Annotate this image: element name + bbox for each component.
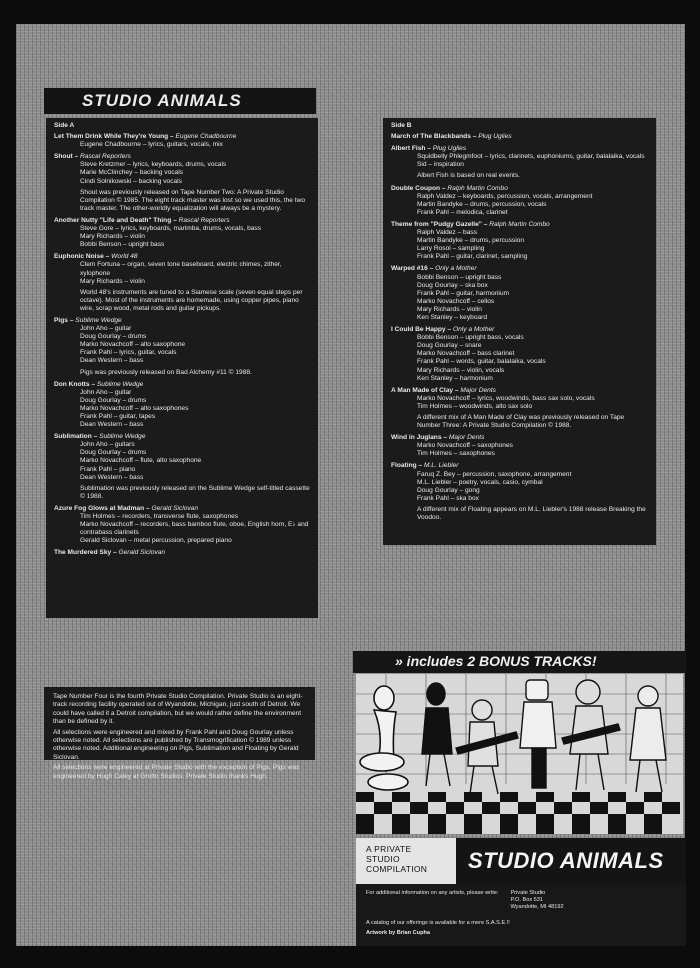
track-separator: – — [425, 145, 433, 153]
track-separator: – — [171, 216, 179, 224]
animal-band-illustration — [356, 674, 683, 834]
track-artist: Rascal Reporters — [178, 216, 230, 224]
track-separator: – — [144, 504, 152, 512]
track-name: Double Coupon — [391, 184, 441, 192]
left-edge — [0, 0, 16, 968]
track-entry — [54, 253, 310, 313]
liner-note-paragraph: Tape Number Four is the fourth Private Studio Compilation. Private Studio is an eight-track recording facility operated out of Wyandotte, Michigan, just south of Detroit. We could have called it a Detroit compilation, but we would rather define the environment than be defined by it. — [53, 693, 303, 726]
track-artist: Sublime Wedge — [96, 380, 144, 388]
track-credit: Steve Kretzmer – lyrics, keyboards, drums, vocals — [80, 161, 227, 169]
track-title — [391, 387, 648, 395]
track-entry — [54, 433, 310, 501]
address-line: Wyandotte, MI 48192 — [510, 904, 564, 911]
side-a-label: Side A — [54, 122, 75, 129]
catalog-offer: A catalog of our offerings is available for a mere S.A.S.E.!! — [366, 919, 510, 926]
track-credit: Marko Novachcoff – recorders, bass bamboo flute, oboe, English horn, E♭ and contrabass clarinets — [80, 521, 309, 537]
track-artist: Ralph Martin Combo — [447, 184, 508, 192]
track-credit: John Aho – guitars — [80, 441, 135, 449]
track-entry — [391, 145, 648, 180]
top-edge — [0, 0, 700, 24]
track-separator: – — [168, 133, 176, 141]
track-entry — [54, 217, 310, 249]
track-title — [391, 145, 648, 153]
track-title — [54, 153, 310, 161]
track-credit: Tim Holmes – woodwinds, alto sax solo — [417, 402, 533, 410]
bonus-tracks-banner: » includes 2 BONUS TRACKS! — [353, 651, 686, 673]
track-credit: Bobbi Benson – upright bass — [417, 273, 502, 281]
track-title — [54, 133, 310, 141]
track-title — [54, 549, 310, 557]
track-separator: – — [416, 462, 424, 470]
address-line: P.O. Box 531 — [510, 897, 544, 904]
track-title — [391, 133, 648, 141]
track-separator: – — [481, 220, 490, 228]
track-credit: Eugene Chadbourne – lyrics, guitars, vocals, mix — [80, 141, 223, 149]
track-credit: Marko Novachcoff – bass clarinet — [417, 350, 515, 358]
side-b-label: Side B — [391, 122, 412, 129]
track-separator: – — [445, 326, 453, 334]
track-credit: Steve Gore – lyrics, keyboards, marimba, drums, vocals, bass — [80, 225, 262, 233]
track-name: Warped #16 — [391, 265, 428, 273]
side-a-track-list — [46, 118, 318, 566]
track-artist: World 48 — [111, 253, 138, 261]
track-credit: Martin Bandyke – drums, percussion — [417, 237, 525, 245]
track-credit: Martin Bandyke – drums, percussion, vocals — [417, 200, 547, 208]
track-credit: Cindi Solnikowski – backing vocals — [80, 177, 182, 185]
track-title — [54, 253, 310, 261]
track-separator: – — [470, 133, 479, 141]
track-title — [391, 265, 648, 273]
track-entry — [54, 317, 310, 377]
track-credit: Marko Novachcoff – cellos — [417, 297, 495, 305]
side-b-panel — [383, 118, 656, 545]
track-entry — [54, 505, 310, 545]
track-separator: – — [453, 386, 461, 394]
track-name: Floating — [391, 462, 417, 470]
track-credit: Doug Gourlay – drums — [80, 396, 147, 404]
track-credit: Bobbi Benson – upright bass — [80, 241, 165, 249]
track-credit: Doug Gourlay – gong — [417, 486, 480, 494]
track-artist: M.L. Liebler — [423, 462, 459, 470]
track-name: Shout — [54, 153, 73, 161]
track-separator: – — [427, 265, 436, 273]
track-separator: – — [67, 316, 76, 324]
track-entry — [54, 549, 310, 557]
track-artist: Gerald Siclovan — [151, 504, 199, 512]
track-credit: Marko Novachcoff – alto saxophone — [80, 341, 186, 349]
track-credit: Bobbi Benson – upright bass, vocals — [417, 334, 524, 342]
track-credit: Frank Pahl – melodica, clarinet — [417, 208, 508, 216]
track-name: Azure Fog Glows at Madman — [54, 504, 145, 512]
track-artist: Sublime Wedge — [99, 433, 146, 441]
track-credit: Mary Richards – violin — [80, 277, 145, 285]
track-name: Another Nutty "Life and Death" Thing — [54, 216, 172, 224]
track-artist: Rascal Reporters — [80, 153, 131, 161]
address-line: Private Studio — [510, 890, 546, 896]
track-credit: Faruq Z. Bey – percussion, saxophone, arrangement — [417, 470, 572, 478]
track-credit: Dean Western – bass — [80, 473, 144, 481]
track-artist: Gerald Siclovan — [118, 549, 166, 557]
track-note: A different mix of A Man Made of Clay was previously released on Tape Number Three: A Private Studio Compilation © 1988. — [417, 414, 625, 430]
track-credit: John Aho – guitar — [80, 388, 132, 396]
track-credit: Frank Pahl – words, guitar, balalaika, vocals — [417, 358, 546, 366]
track-artist: Sublime Wedge — [75, 316, 122, 324]
track-note: Pigs was previously released on Bad Alchemy #11 © 1988. — [80, 368, 252, 376]
track-artist: Major Dents — [460, 386, 496, 394]
track-entry — [391, 462, 648, 522]
track-title — [54, 505, 310, 513]
track-credit: Sid – inspiration — [417, 161, 464, 169]
side-b-track-list — [383, 118, 656, 530]
track-credit: Doug Gourlay – ska box — [417, 281, 488, 289]
track-name: Euphonic Noise — [54, 253, 104, 261]
track-entry — [391, 133, 648, 141]
track-artist: Major Dents — [448, 434, 485, 442]
track-credit: Marko Novachcoff – saxophones — [417, 442, 513, 450]
track-name: Don Knotts — [54, 380, 90, 388]
track-credit: Mary Richards – violin — [417, 305, 482, 313]
track-credit: Frank Pahl – lyrics, guitar, vocals — [80, 349, 177, 357]
track-artist: Plug Uglies — [478, 133, 512, 141]
track-name: Sublimation — [54, 433, 92, 441]
track-artist: Only a Mother — [452, 326, 495, 334]
track-note: World 48's instruments are tuned to a Siamese scale (seven equal steps per octave). Most of the instruments are homemade, using copper pipes, piano wire, scrap wood, metal rods and guitar pickups. — [80, 288, 303, 312]
track-artist: Plug Uglies — [432, 145, 467, 153]
private-studio-compilation-label — [356, 838, 456, 884]
track-entry — [54, 153, 310, 213]
track-name: A Man Made of Clay — [391, 386, 454, 394]
cover-artwork — [356, 674, 683, 834]
track-name: Let Them Drink While They're Young — [54, 133, 169, 141]
track-entry — [391, 221, 648, 261]
track-credit: Ralph Valdez – keyboards, percussion, vocals, arrangement — [417, 192, 593, 200]
track-credit: Larry Rosol – sampling — [417, 245, 485, 253]
track-artist: Eugene Chadbourne — [175, 133, 237, 141]
track-credit: Mary Richards – violin — [80, 233, 145, 241]
track-name: I Could Be Happy — [391, 326, 446, 334]
contact-row — [366, 890, 676, 912]
track-name: Albert Fish — [391, 145, 426, 153]
track-credit: Doug Gourlay – drums — [80, 333, 147, 341]
track-title — [391, 326, 648, 334]
track-credit: Frank Pahl – guitar, tapes — [80, 413, 156, 420]
track-credit: Mary Richards – violin, vocals — [417, 366, 505, 374]
track-name: March of The Blackbands — [391, 133, 471, 141]
liner-note-paragraph: All selections were engineered at Private Studio with the exception of Pigs. Pigs was engineered by Hugh Caley at Grotto Studios. Private Studio thanks Hugh. — [53, 764, 300, 780]
track-entry — [54, 381, 310, 430]
track-credit: Dean Western – bass — [80, 421, 144, 429]
track-credit: Tim Holmes – saxophones — [417, 450, 495, 458]
mailing-address — [510, 890, 563, 912]
track-title — [391, 221, 648, 229]
track-credit: Tim Holmes – recorders, transverse flute, saxophones — [80, 513, 239, 521]
track-credit: Clem Fortuna – organ, seven tone baseboard, electric chimes, zither, xylophone — [80, 261, 282, 277]
track-separator: – — [72, 153, 81, 161]
track-credit: M.L. Liebler – poetry, vocals, casio, cymbal — [417, 478, 543, 486]
track-separator: – — [441, 434, 449, 442]
track-title — [54, 317, 310, 325]
track-artist: Ralph Martin Combo — [489, 220, 550, 228]
contact-text: For additional information on any artists, please write: — [366, 890, 499, 896]
side-a-panel — [46, 118, 318, 618]
track-credit: John Aho – guitar — [80, 325, 132, 333]
right-edge — [685, 0, 700, 968]
cover-title: STUDIO ANIMALS — [456, 838, 686, 884]
track-note: Sublimation was previously released on the Sublime Wedge self-titled cassette © 1988. — [80, 484, 310, 500]
page-title: STUDIO ANIMALS — [44, 88, 316, 114]
track-credit: Doug Gourlay – snare — [417, 342, 482, 350]
track-entry — [54, 133, 310, 149]
track-note: Shout was previously released on Tape Number Two: A Private Studio Compilation © 1985. The eight track master was lost so we used this, the two track master. The other-worldly equalization will always be a mystery. — [80, 188, 306, 212]
track-name: The Murdered Sky — [54, 549, 112, 557]
track-title — [54, 433, 310, 441]
liner-notes — [44, 687, 315, 789]
track-credit: Squidbelly Phlegmfoot – lyrics, clarinets, euphoniums, guitar, balalaika, vocals — [417, 153, 645, 161]
compilation-line: COMPILATION — [366, 864, 428, 874]
track-name: Wind in Juglans — [391, 434, 442, 442]
track-name: Pigs — [54, 316, 68, 324]
track-title — [391, 462, 648, 470]
track-credit: Ken Stanley – keyboard — [417, 313, 488, 321]
track-credit: Marie McClinchey – backing vocals — [80, 169, 183, 177]
track-credit: Frank Pahl – guitar, harmonium — [417, 289, 509, 297]
track-title — [391, 434, 648, 442]
track-separator: – — [103, 253, 112, 261]
track-title — [54, 217, 310, 225]
track-note: A different mix of Floating appears on M.L. Liebler's 1988 release Breaking the Voodoo. — [417, 505, 646, 522]
compilation-line: A PRIVATE — [366, 844, 412, 854]
track-name: Theme from "Pudgy Gazelle" — [391, 220, 482, 228]
liner-note-paragraph: All selections were engineered and mixed by Frank Pahl and Doug Gourlay unless otherwise noted. All selections are published by Transmogrification © 1989 unless otherwise noted. Additional engineering on Pigs, Sublimation and Floating by Gerald Siclovan. — [53, 728, 299, 761]
track-separator: – — [111, 549, 119, 557]
track-credit: Marko Novachcoff – alto saxophones — [80, 404, 189, 412]
track-separator: – — [89, 380, 97, 388]
track-entry — [391, 265, 648, 322]
track-artist: Only a Mother — [435, 265, 477, 273]
compilation-line: STUDIO — [366, 854, 400, 864]
track-entry — [391, 185, 648, 217]
track-entry — [391, 326, 648, 383]
track-credit: Marko Novachcoff – lyrics, woodwinds, bass sax solo, vocals — [417, 394, 595, 402]
track-title — [54, 381, 310, 389]
track-credit: Ken Stanley – harmonium — [417, 374, 493, 382]
contact-info — [356, 884, 686, 946]
track-credit: Dean Western – bass — [80, 357, 144, 365]
track-credit: Frank Pahl – ska box — [417, 494, 479, 502]
bottom-edge — [0, 946, 700, 968]
track-note: Albert Fish is based on real events. — [417, 172, 520, 180]
liner-notes-panel — [44, 687, 315, 780]
track-credit: Gerald Siclovan – metal percussion, prepared piano — [80, 537, 232, 545]
artwork-credit: Artwork by Brian Cupha — [366, 929, 431, 936]
track-credit: Frank Pahl – guitar, clarinet, sampling — [417, 253, 528, 261]
track-credit: Doug Gourlay – drums — [80, 449, 147, 457]
track-credit: Frank Pahl – piano — [80, 465, 136, 473]
track-entry — [391, 434, 648, 458]
track-separator: – — [440, 184, 448, 192]
track-credit: Marko Novachcoff – flute, alto saxophone — [80, 457, 202, 465]
track-entry — [391, 387, 648, 430]
track-title — [391, 185, 648, 193]
track-separator: – — [91, 433, 100, 441]
track-credit: Ralph Valdez – bass — [417, 229, 477, 237]
